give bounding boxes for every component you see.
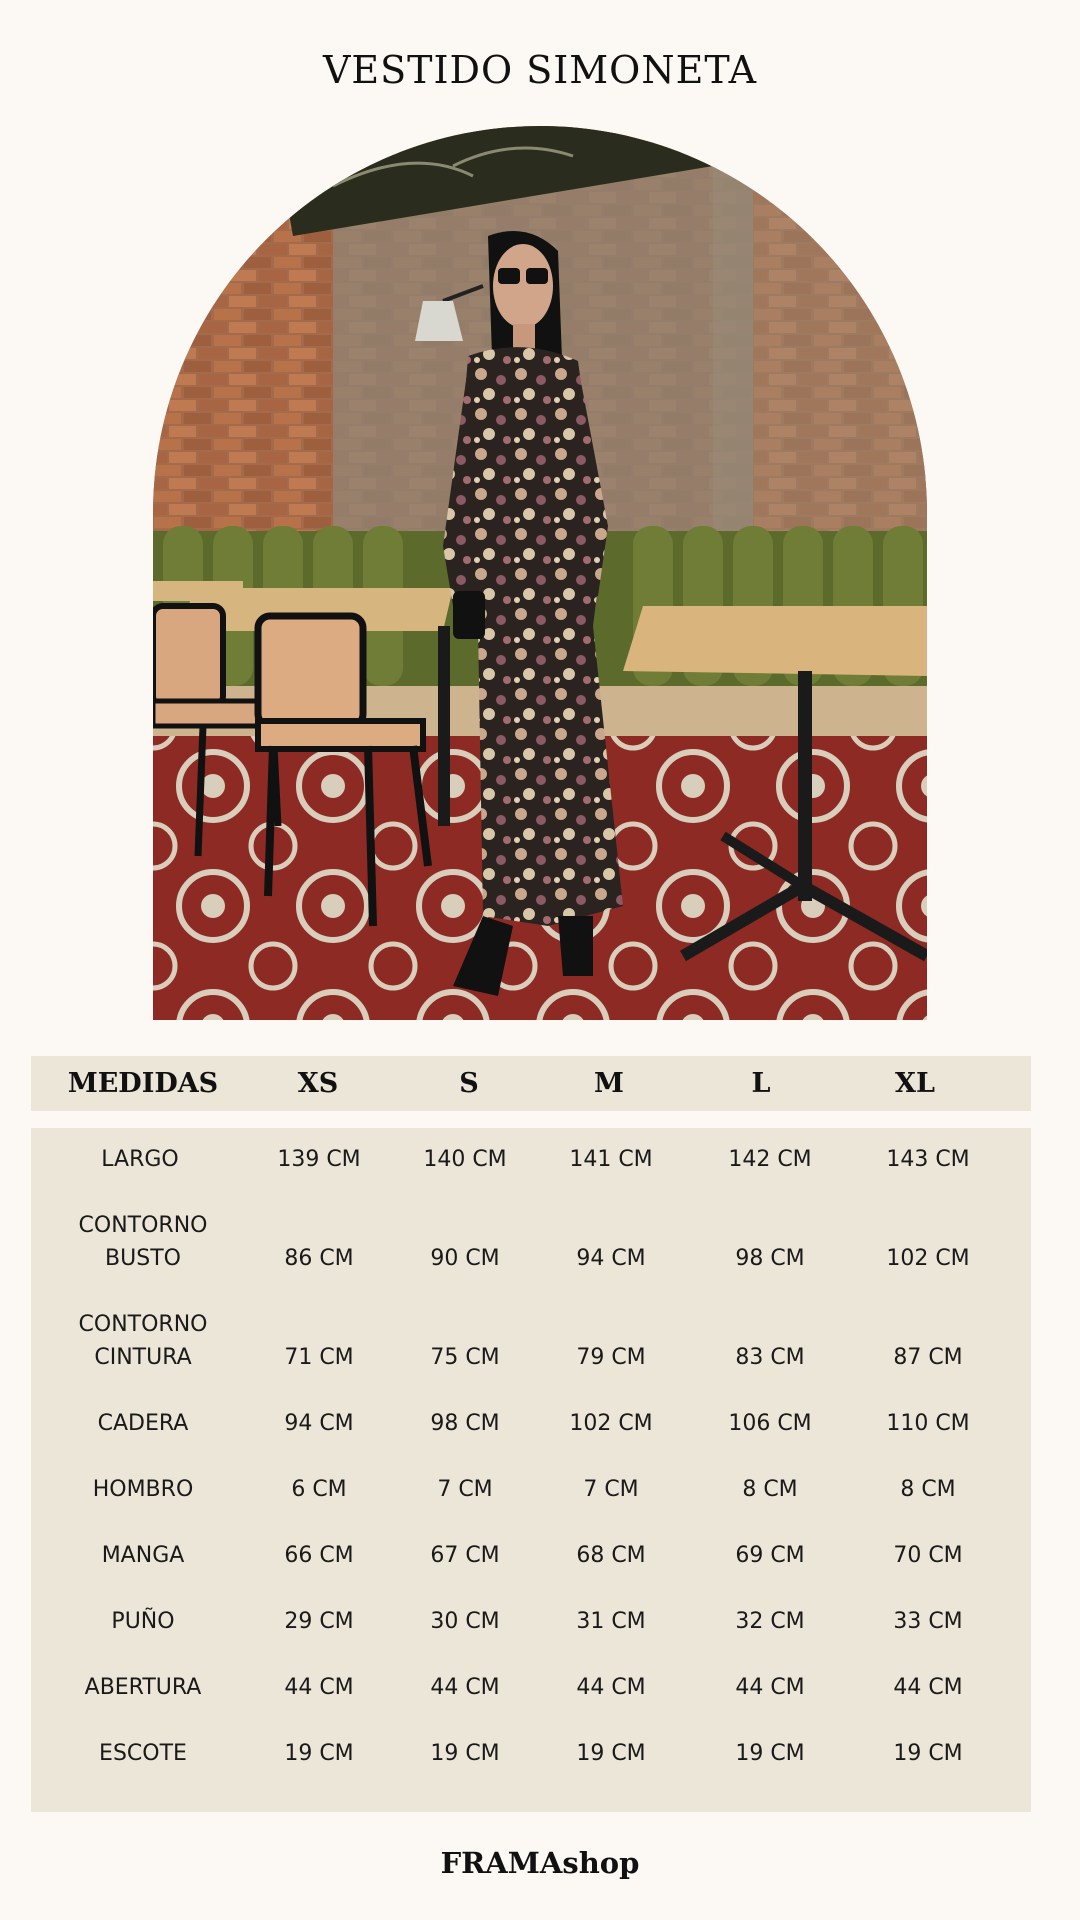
header-size-l: L	[751, 1068, 771, 1099]
cell-busto-s: 90 CM	[430, 1246, 500, 1271]
cell-manga-s: 67 CM	[430, 1543, 500, 1568]
cell-escote-xs: 19 CM	[284, 1741, 354, 1766]
cell-cadera-l: 106 CM	[728, 1411, 812, 1436]
cell-largo-xl: 143 CM	[886, 1147, 970, 1172]
cell-abertura-xl: 44 CM	[893, 1675, 963, 1700]
cell-busto-m: 94 CM	[576, 1246, 646, 1271]
cell-largo-l: 142 CM	[728, 1147, 812, 1172]
row-label-largo: LARGO	[101, 1147, 179, 1172]
page-title: VESTIDO SIMONETA	[322, 48, 758, 92]
header-size-xs: XS	[297, 1068, 339, 1099]
cell-hombro-l: 8 CM	[742, 1477, 798, 1502]
cell-hombro-m: 7 CM	[583, 1477, 639, 1502]
cell-cintura-xs: 71 CM	[284, 1345, 354, 1370]
cell-cintura-m: 79 CM	[576, 1345, 646, 1370]
row-label-escote: ESCOTE	[99, 1741, 187, 1766]
cell-largo-s: 140 CM	[423, 1147, 507, 1172]
cell-manga-m: 68 CM	[576, 1543, 646, 1568]
cell-abertura-xs: 44 CM	[284, 1675, 354, 1700]
cell-cintura-xl: 87 CM	[893, 1345, 963, 1370]
cell-largo-m: 141 CM	[569, 1147, 653, 1172]
cell-manga-l: 69 CM	[735, 1543, 805, 1568]
cell-puno-xs: 29 CM	[284, 1609, 354, 1634]
row-label-contorno-cintura: CONTORNO CINTURA	[78, 1312, 208, 1370]
cell-cintura-l: 83 CM	[735, 1345, 805, 1370]
cell-hombro-xl: 8 CM	[900, 1477, 956, 1502]
cell-manga-xs: 66 CM	[284, 1543, 354, 1568]
row-label-cadera: CADERA	[97, 1411, 189, 1436]
row-label-manga: MANGA	[101, 1543, 185, 1568]
cell-cintura-s: 75 CM	[430, 1345, 500, 1370]
cell-busto-xl: 102 CM	[886, 1246, 970, 1271]
cell-escote-s: 19 CM	[430, 1741, 500, 1766]
cell-cadera-xs: 94 CM	[284, 1411, 354, 1436]
header-size-xl: XL	[895, 1068, 935, 1099]
cell-escote-m: 19 CM	[576, 1741, 646, 1766]
cell-busto-xs: 86 CM	[284, 1246, 354, 1271]
cell-manga-xl: 70 CM	[893, 1543, 963, 1568]
cell-escote-l: 19 CM	[735, 1741, 805, 1766]
row-label-puno: PUÑO	[111, 1609, 175, 1634]
cell-abertura-m: 44 CM	[576, 1675, 646, 1700]
row-label-hombro: HOMBRO	[92, 1477, 194, 1502]
size-table-header	[31, 1056, 1031, 1111]
cell-puno-xl: 33 CM	[893, 1609, 963, 1634]
cell-puno-s: 30 CM	[430, 1609, 500, 1634]
cell-escote-xl: 19 CM	[893, 1741, 963, 1766]
cell-cadera-xl: 110 CM	[886, 1411, 970, 1436]
cell-abertura-s: 44 CM	[430, 1675, 500, 1700]
cell-puno-m: 31 CM	[576, 1609, 646, 1634]
cell-hombro-s: 7 CM	[437, 1477, 493, 1502]
header-size-m: M	[594, 1068, 624, 1099]
brand-logo-text: FRAMAshop	[440, 1846, 640, 1880]
cell-hombro-xs: 6 CM	[291, 1477, 347, 1502]
row-label-contorno-busto: CONTORNO BUSTO	[78, 1213, 208, 1271]
header-size-s: S	[459, 1068, 479, 1099]
model-photo	[153, 126, 927, 1020]
cell-cadera-s: 98 CM	[430, 1411, 500, 1436]
header-measures: MEDIDAS	[67, 1068, 219, 1099]
cell-busto-l: 98 CM	[735, 1246, 805, 1271]
size-table-body	[31, 1128, 1031, 1812]
cell-abertura-l: 44 CM	[735, 1675, 805, 1700]
cell-cadera-m: 102 CM	[569, 1411, 653, 1436]
cell-puno-l: 32 CM	[735, 1609, 805, 1634]
cell-largo-xs: 139 CM	[277, 1147, 361, 1172]
row-label-abertura: ABERTURA	[84, 1675, 202, 1700]
